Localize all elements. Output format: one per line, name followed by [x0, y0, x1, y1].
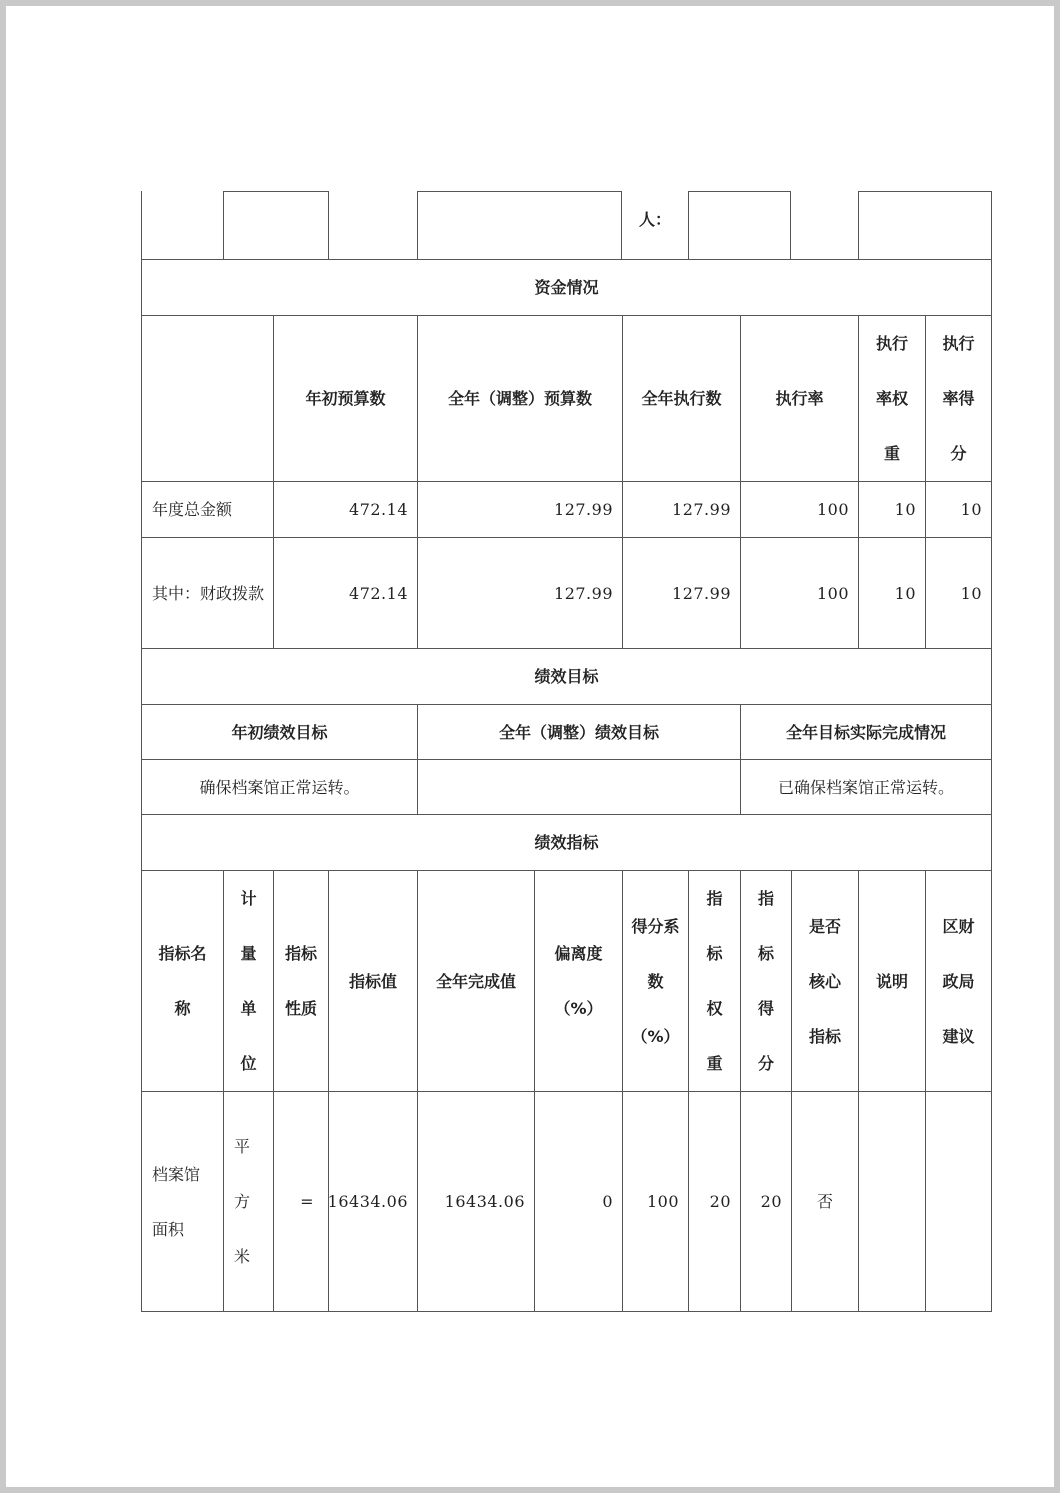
- funding-row-rate-score: 10: [925, 481, 992, 538]
- ind-row-coefficient: 100: [622, 1091, 689, 1312]
- funding-section-title: 资金情况: [141, 259, 992, 316]
- goal-header-initial: 年初绩效目标: [141, 704, 418, 760]
- funding-row-initial-budget: 472.14: [273, 537, 418, 649]
- funding-row-executed: 127.99: [622, 481, 741, 538]
- goal-initial-text: 确保档案馆正常运转。: [141, 759, 418, 815]
- ind-row-note: [858, 1091, 926, 1312]
- funding-row-executed: 127.99: [622, 537, 741, 649]
- goal-adjusted-text: [417, 759, 741, 815]
- top-row-right-border: [991, 191, 992, 260]
- header-adjusted-budget: 全年（调整）预算数: [417, 315, 623, 482]
- ind-row-deviation: 0: [534, 1091, 623, 1312]
- ind-header-nature: 指标性质: [273, 870, 329, 1092]
- ind-row-score: 20: [740, 1091, 792, 1312]
- funding-row-adjusted-budget: 127.99: [417, 481, 623, 538]
- funding-row-rate-score: 10: [925, 537, 992, 649]
- indicators-section-title: 绩效指标: [141, 814, 992, 871]
- ind-header-unit: 计量单位: [223, 870, 274, 1092]
- ind-header-core: 是否核心指标: [791, 870, 859, 1092]
- goal-actual-text: 已确保档案馆正常运转。: [740, 759, 992, 815]
- ind-header-coefficient: 得分系数（%）: [622, 870, 689, 1092]
- ind-row-nature: =: [273, 1091, 329, 1312]
- goal-header-adjusted: 全年（调整）绩效目标: [417, 704, 741, 760]
- funding-row-exec-rate: 100: [740, 537, 859, 649]
- ind-header-name: 指标名称: [141, 870, 224, 1092]
- ind-header-deviation: 偏离度（%）: [534, 870, 623, 1092]
- top-row-left-border: [141, 191, 142, 260]
- header-rate-score: 执行率得分: [925, 315, 992, 482]
- header-exec-rate: 执行率: [740, 315, 859, 482]
- funding-row-exec-rate: 100: [740, 481, 859, 538]
- person-label: 人：: [638, 210, 671, 229]
- goals-section-title: 绩效目标: [141, 648, 992, 705]
- funding-row-label: 其中：财政拨款: [141, 537, 274, 649]
- ind-header-advice: 区财政局建议: [925, 870, 992, 1092]
- ind-row-completed: 16434.06: [417, 1091, 535, 1312]
- top-row-cell-4: [858, 191, 992, 260]
- ind-row-value: 16434.06: [328, 1091, 418, 1312]
- ind-header-completed: 全年完成值: [417, 870, 535, 1092]
- ind-header-value: 指标值: [328, 870, 418, 1092]
- ind-row-name: 档案馆面积: [141, 1091, 224, 1312]
- header-initial-budget: 年初预算数: [273, 315, 418, 482]
- header-executed: 全年执行数: [622, 315, 741, 482]
- ind-row-unit: 平方米: [223, 1091, 274, 1312]
- goal-header-actual: 全年目标实际完成情况: [740, 704, 992, 760]
- funding-header-blank: [141, 315, 274, 482]
- ind-row-advice: [925, 1091, 992, 1312]
- funding-row-adjusted-budget: 127.99: [417, 537, 623, 649]
- funding-row-rate-weight: 10: [858, 537, 926, 649]
- top-row-cell-1: [223, 191, 329, 260]
- ind-header-score: 指标得分: [740, 870, 792, 1092]
- ind-row-weight: 20: [688, 1091, 741, 1312]
- header-rate-weight: 执行率权重: [858, 315, 926, 482]
- funding-row-label: 年度总金额: [141, 481, 274, 538]
- funding-row-rate-weight: 10: [858, 481, 926, 538]
- funding-row-initial-budget: 472.14: [273, 481, 418, 538]
- ind-row-core: 否: [791, 1091, 859, 1312]
- ind-header-note: 说明: [858, 870, 926, 1092]
- top-row-cell-3: [688, 191, 791, 260]
- top-row-cell-2: [417, 191, 622, 260]
- ind-header-weight: 指标权重: [688, 870, 741, 1092]
